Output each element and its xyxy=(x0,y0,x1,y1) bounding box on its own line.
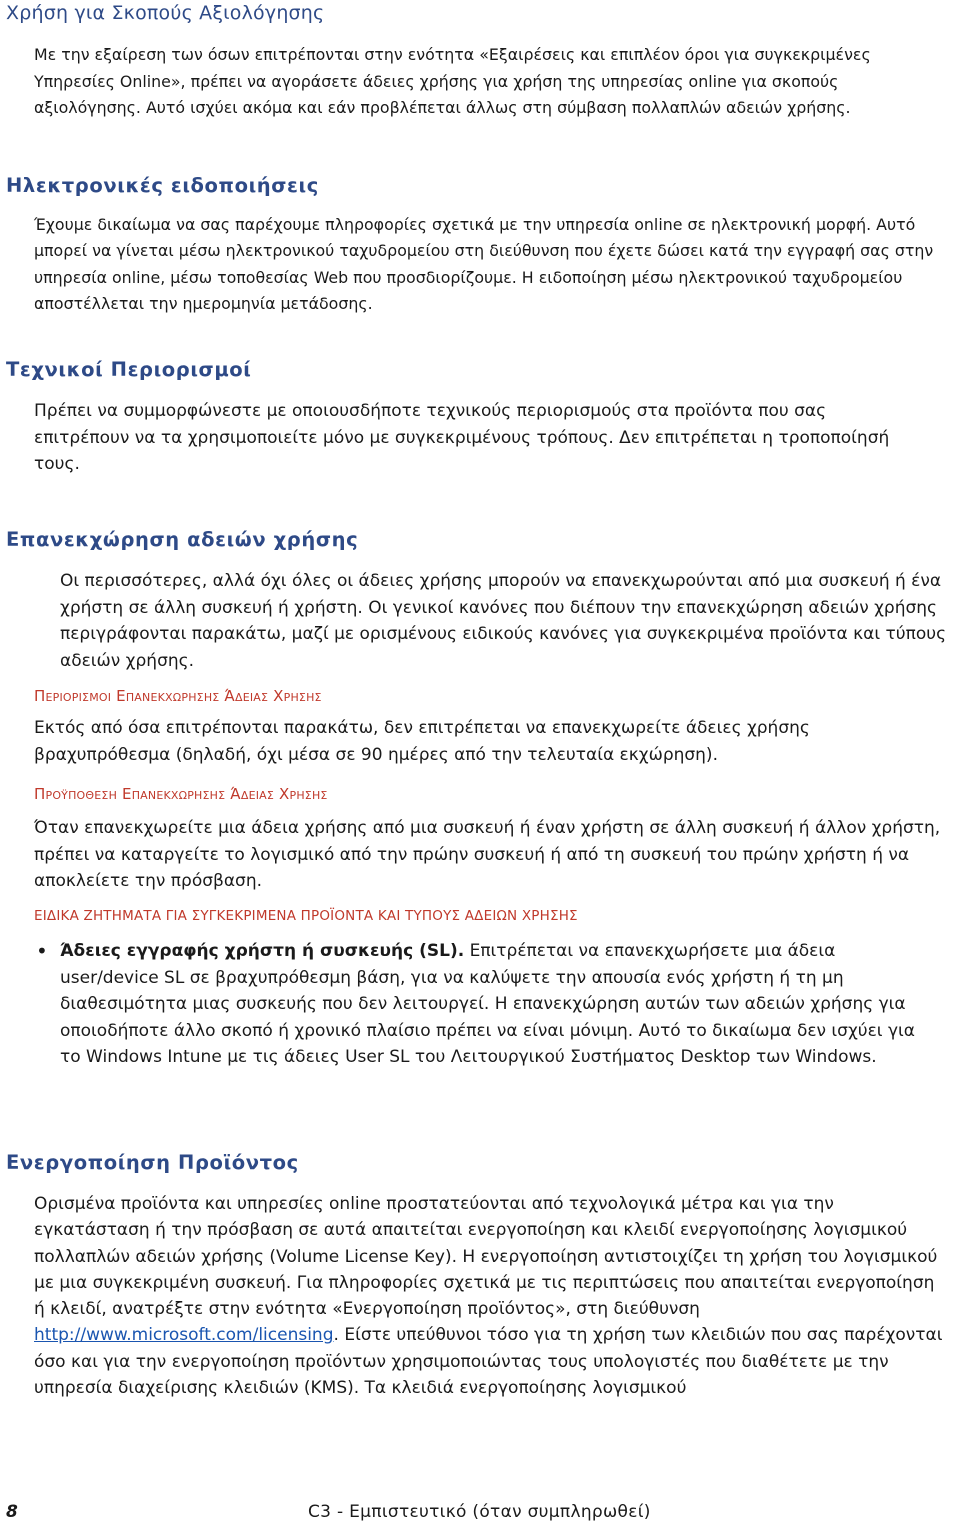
heading-technical-limits: Τεχνικοί Περιορισμοί xyxy=(6,358,252,381)
section-title-evaluation: Χρήση για Σκοπούς Αξιολόγησης xyxy=(6,2,325,24)
subheading-special-cases: ΕΙΔΙΚΑ ΖΗΤΗΜΑΤΑ ΓΙΑ ΣΥΓΚΕΚΡΙΜΕΝΑ ΠΡΟΪΟΝΤΑ ΚΑΙ ΤΥΠΟΥΣ ΑΔΕΙΩΝ ΧΡΗΣΗΣ xyxy=(34,908,578,924)
bullet-title: Άδειες εγγραφής χρήστη ή συσκευής (SL). xyxy=(60,941,465,961)
subheading-reassignment-requirement: Προϋποθεση Επανεκχωρησης Άδειας Χρησης xyxy=(34,785,328,803)
technical-limits-paragraph: Πρέπει να συμμορφώνεστε με οποιουσδήποτε τεχνικούς περιορισμούς στα προϊόντα που σας επιτρέπουν να τα χρησιμοποιείτε μόνο με συγκεκριμένους τρόπους. Δεν επιτρέπεται η τροποποίησή τους. xyxy=(34,401,890,474)
electronic-notices-paragraph: Έχουμε δικαίωμα να σας παρέχουμε πληροφορίες σχετικά με την υπηρεσία online σε ηλεκτρονική μορφή. Αυτό μπορεί να γίνεται μέσω ηλεκτρονικού ταχυδρομείου στη διεύθυνση που έχετε δώσει κατά την εγγραφή σας στην υπηρεσία online, μέσω τοποθεσίας Web που προσδιορίζουμε. Η ειδοποίηση μέσω ηλεκτρονικού ταχυδρομείου αποστέλλεται την ημερομηνία μετάδοσης. xyxy=(34,215,934,313)
list-item xyxy=(60,938,920,1071)
evaluation-paragraph: Με την εξαίρεση των όσων επιτρέπονται στην ενότητα «Εξαιρέσεις και επιπλέον όροι για συγκεκριμένες Υπηρεσίες Online», πρέπει να αγοράσετε άδειες χρήσης για χρήση της υπηρεσίας online για σκοπούς αξιολόγησης. Αυτό ισχύει ακόμα και εάν προβλέπεται άλλως στη σύμβαση πολλαπλών αδειών χρήσης. xyxy=(34,45,871,117)
heading-product-activation: Ενεργοποίηση Προϊόντος xyxy=(6,1151,299,1174)
bullet-icon: • xyxy=(36,939,48,963)
activation-text-before-link: Ορισμένα προϊόντα και υπηρεσίες online προστατεύονται από τεχνολογικά μέτρα και για την εγκατάσταση ή την πρόσβαση σε αυτά απαιτείται ενεργοποίηση και κλειδί ενεργοποίησης λογισμικού πολλαπλών αδειών χρήσης (Volume License Key). Η ενεργοποίηση αντιστοιχίζει τη χρήση του λογισμικού με μια συγκεκριμένη συσκευή. Για πληροφορίες σχετικά με τις περιπτώσεις που απαιτείται ενεργοποίηση ή κλειδί, ανατρέξτε στην ενότητα «Ενεργοποίηση προϊόντος», στη διεύθυνση xyxy=(34,1194,938,1320)
bullet-text: Επιτρέπεται να επανεκχωρήσετε μια άδεια user/device SL σε βραχυπρόθεσμη βάση, για να καλύψετε την απουσία ενός χρήστη ή τη μη διαθεσιμότητα μιας συσκευής που δεν λειτουργεί. Η επανεκχώρηση αυτών των αδειών χρήσης για οποιοδήποτε άλλο σκοπό ή χρονικό πλαίσιο πρέπει να είναι μόνιμη. Αυτό το δικαίωμα δεν ισχύει για το Windows Intune με τις άδειες User SL του Λειτουργικού Συστήματος Desktop των Windows. xyxy=(60,941,915,1067)
heading-license-reassignment: Επανεκχώρηση αδειών χρήσης xyxy=(6,528,359,551)
reassignment-requirement-paragraph: Όταν επανεκχωρείτε μια άδεια χρήσης από μια συσκευή ή έναν χρήστη σε άλλη συσκευή ή άλλον χρήστη, πρέπει να καταργείτε το λογισμικό από την πρώην συσκευή ή από τη συσκευή του πρώην χρήστη ή να αποκλείετε την πρόσβαση. xyxy=(34,818,941,891)
activation-text-after-link: . Είστε υπεύθυνοι τόσο για τη χρήση των κλειδιών που σας παρέχονται όσο και για την ενεργοποίηση προϊόντων χρησιμοποιώντας τους υπολογιστές που διαθέτετε με την υπηρεσία διαχείρισης κλειδιών (KMS). Τα κλειδιά ενεργοποίησης λογισμικού xyxy=(34,1325,943,1399)
footer-classification: C3 - Εμπιστευτικό (όταν συμπληρωθεί) xyxy=(308,1502,651,1522)
subheading-reassignment-limits: Περιορισμοι Επανεκχωρησης Άδειας Χρησης xyxy=(34,687,322,705)
license-reassignment-paragraph: Οι περισσότερες, αλλά όχι όλες οι άδειες χρήσης μπορούν να επανεκχωρούνται από μια συσκευή ή ένα χρήστη σε άλλη συσκευή ή χρήστη. Οι γενικοί κανόνες που διέπουν την επανεκχώρηση αδειών χρήσης περιγράφονται παρακάτω, μαζί με ορισμένους ειδικούς κανόνες για συγκεκριμένα προϊόντα και τύπους αδειών χρήσης. xyxy=(60,571,947,671)
page-number: 8 xyxy=(6,1502,18,1522)
reassignment-limits-paragraph: Εκτός από όσα επιτρέπονται παρακάτω, δεν επιτρέπεται να επανεκχωρείτε άδειες χρήσης βραχυπρόθεσμα (δηλαδή, όχι μέσα σε 90 ημέρες από την τελευταία εκχώρηση). xyxy=(34,718,810,765)
product-activation-paragraph xyxy=(34,1191,949,1401)
heading-electronic-notices: Ηλεκτρονικές ειδοποιήσεις xyxy=(6,174,319,197)
licensing-link[interactable]: http://www.microsoft.com/licensing xyxy=(34,1325,334,1346)
